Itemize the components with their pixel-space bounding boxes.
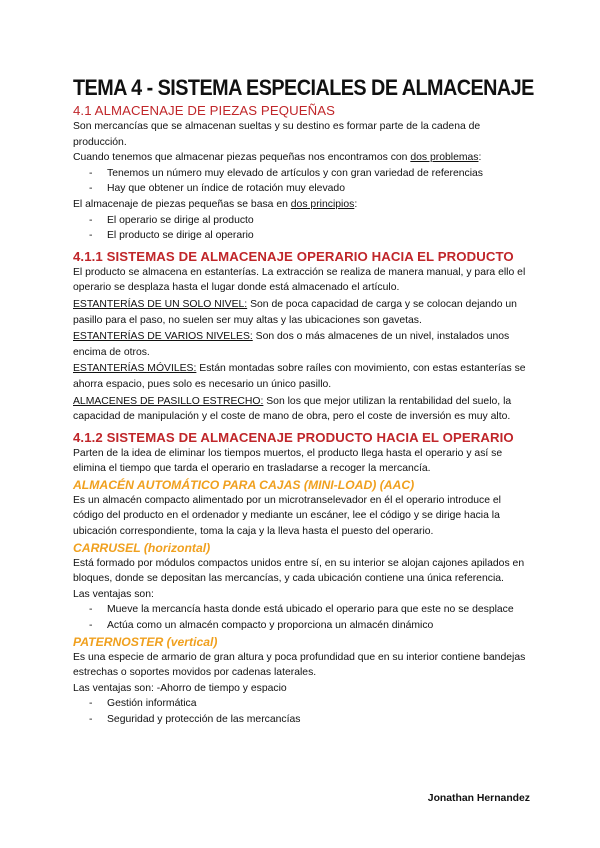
principles-colon: :: [354, 198, 358, 210]
section-4-1-1-intro: El producto se almacena en estanterías. La extracción se realiza de manera manual, y para ello el operario se desplaza hasta el lugar donde está almacenado el artículo.: [73, 266, 526, 294]
list-item: - Tenemos un número muy elevado de artículos y con gran variedad de referencias: [73, 166, 528, 182]
section-4-1-1: [73, 248, 528, 425]
problems-underlined: dos problemas: [410, 152, 479, 164]
carrusel-advantages-list: [73, 602, 528, 633]
section-4-1-2-heading: 4.1.2 SISTEMAS DE ALMACENAJE PRODUCTO HACIA EL OPERARIO: [73, 429, 514, 445]
aac-heading: ALMACÉN AUTOMÁTICO PARA CAJAS (MINI-LOAD) (AAC): [73, 477, 415, 492]
list-item: - Gestión informática: [73, 696, 528, 712]
list-item: - Actúa como un almacén compacto y proporciona un almacén dinámico: [73, 618, 528, 634]
paternoster-heading: PATERNOSTER (vertical): [73, 634, 218, 649]
carrusel-text: Está formado por módulos compactos unidos entre sí, en su interior se alojan cajones apilados en bloques, donde se depositan las mercancías, y cada ubicación contiene una única referencia.: [73, 557, 525, 585]
shelving-label: ESTANTERÍAS DE VARIOS NIVELES:: [73, 331, 253, 343]
shelving-mobile: [73, 361, 528, 392]
list-item: - Mueve la mercancía hasta donde está ubicado el operario para que este no se desplace: [73, 602, 528, 618]
shelving-text: Están montadas sobre raíles con movimiento, con estas estanterías se ahorra espacio, pues solo es necesario un único pasillo.: [73, 363, 526, 390]
principles-underlined: dos principios: [290, 198, 355, 210]
problems-intro-text: Cuando tenemos que almacenar piezas pequeñas nos encontramos con: [73, 152, 411, 164]
shelving-multi-level: [73, 329, 528, 360]
page-title: TEMA 4 - SISTEMA ESPECIALES DE ALMACENAJE: [73, 75, 534, 100]
list-item: - El producto se dirige al operario: [73, 228, 528, 244]
shelving-label: ESTANTERÍAS DE UN SOLO NIVEL:: [73, 298, 248, 310]
author-signature: Jonathan Hernandez: [427, 793, 530, 804]
narrow-aisle-warehouse: [73, 394, 528, 425]
list-item: - Seguridad y protección de las mercancías: [73, 712, 528, 728]
carrusel-heading: CARRUSEL (horizontal): [73, 540, 211, 555]
aac-text: Es un almacén compacto alimentado por un microtranselevador en él el operario introduce el código del producto en el ordenador y mediante un escáner, lee el código y se dirige hacia la ubicación correspondiente, toma la caja y la lleva hasta el puesto del operario.: [73, 494, 501, 538]
section-4-1-heading: 4.1 ALMACENAJE DE PIEZAS PEQUEÑAS: [73, 103, 336, 118]
paternoster-text: Es una especie de armario de gran altura y poca profundidad que en su interior contiene bandejas estrechas o soportes movidos por cadenas laterales.: [73, 651, 526, 679]
shelving-single-level: [73, 297, 528, 328]
problems-colon: :: [478, 152, 482, 164]
section-4-1: [73, 102, 528, 244]
list-item: - El operario se dirige al producto: [73, 213, 528, 229]
carrusel-advantages-intro: Las ventajas son:: [73, 588, 154, 600]
shelving-text: Son de poca capacidad de carga y se colocan dejando un pasillo para el paso, no suelen ser muy altas y las ubicaciones son gavetas.: [73, 298, 517, 326]
principles-list: [73, 213, 528, 244]
shelving-label: ESTANTERÍAS MÓVILES:: [73, 363, 197, 375]
section-4-1-intro: Son mercancías que se almacenan sueltas y su destino es formar parte de la cadena de producción.: [73, 121, 481, 148]
shelving-label: ALMACENES DE PASILLO ESTRECHO:: [73, 395, 264, 407]
problems-intro: [73, 150, 528, 166]
section-4-1-1-heading: 4.1.1 SISTEMAS DE ALMACENAJE OPERARIO HACIA EL PRODUCTO: [73, 248, 514, 264]
problems-list: [73, 166, 528, 197]
section-4-1-2: [73, 429, 528, 728]
shelving-text: Son dos o más almacenes de un nivel, instalados unos encima de otros.: [73, 331, 510, 358]
paternoster-advantages-intro: Las ventajas son: -Ahorro de tiempo y espacio: [73, 682, 287, 694]
principles-intro: [73, 197, 528, 213]
paternoster-advantages-list: [73, 696, 528, 727]
principles-intro-text: El almacenaje de piezas pequeñas se basa en: [73, 198, 291, 210]
list-item: - Hay que obtener un índice de rotación muy elevado: [73, 181, 528, 197]
section-4-1-2-intro: Parten de la idea de eliminar los tiempos muertos, el producto llega hasta el operario y así se elimina el tiempo que tarda el operario en trasladarse a recoger la mercancía.: [73, 447, 503, 475]
shelving-text: Son los que mejor utilizan la rentabilidad del suelo, la capacidad de manipulación y el coste de mano de obra, pero el coste de inversión es muy alto.: [73, 395, 512, 423]
